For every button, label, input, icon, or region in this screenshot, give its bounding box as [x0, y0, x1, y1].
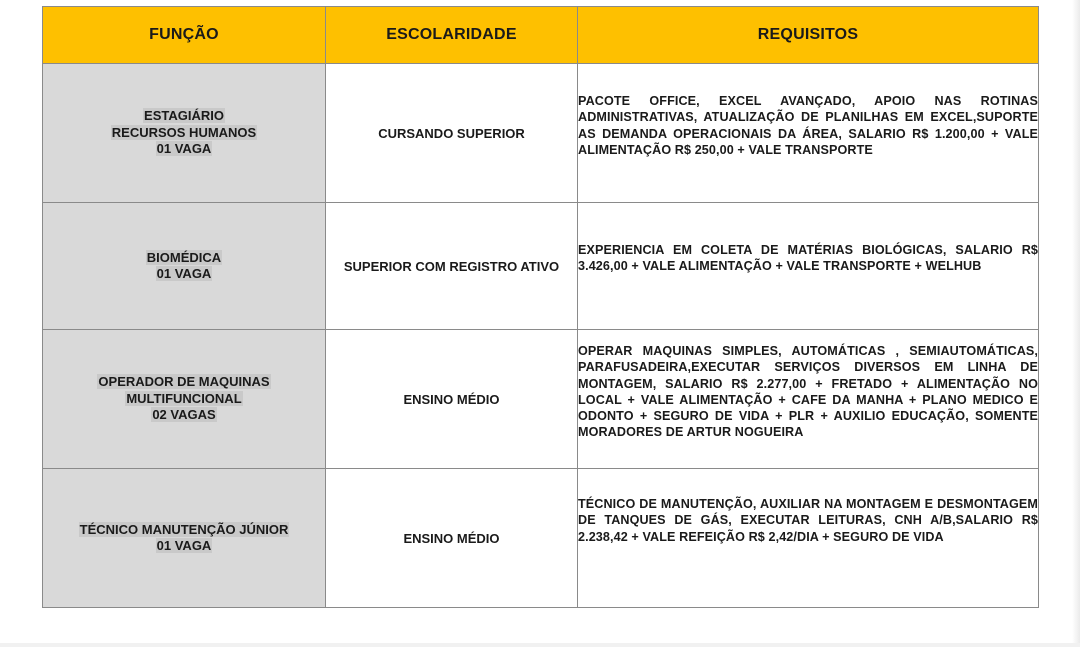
requisitos-text: TÉCNICO DE MANUTENÇÃO, AUXILIAR NA MONTAGEM E DESMONTAGEM DE TANQUES DE GÁS, EXECUTAR LEITURAS, CNH A/B,SALARIO R$ 2.238,42 + VALE REFEIÇÃO R$ 2,42/DIA + SEGURO DE VIDA: [578, 497, 1038, 544]
funcao-vagas: 01 VAGA: [156, 538, 212, 553]
funcao-vagas: 01 VAGA: [156, 141, 212, 157]
funcao-title: OPERADOR DE MAQUINAS: [98, 374, 270, 390]
funcao-cell: [43, 469, 326, 608]
requisitos-text: EXPERIENCIA EM COLETA DE MATÉRIAS BIOLÓGICAS, SALARIO R$ 3.426,00 + VALE ALIMENTAÇÃO + VALE TRANSPORTE + WELHUB: [578, 243, 1038, 274]
table-row: [43, 64, 1039, 203]
funcao-title: TÉCNICO MANUTENÇÃO JÚNIOR: [79, 521, 289, 537]
escolaridade-cell: ENSINO MÉDIO: [326, 469, 578, 608]
header-escolaridade: ESCOLARIDADE: [326, 7, 578, 64]
requisitos-cell: [578, 330, 1039, 469]
escolaridade-cell: ENSINO MÉDIO: [326, 330, 578, 469]
funcao-area: MULTIFUNCIONAL: [126, 390, 242, 406]
header-funcao: FUNÇÃO: [43, 7, 326, 64]
escolaridade-cell: SUPERIOR COM REGISTRO ATIVO: [326, 203, 578, 330]
requisitos-text: PACOTE OFFICE, EXCEL AVANÇADO, APOIO NAS ROTINAS ADMINISTRATIVAS, ATUALIZAÇÃO DE PLANILHAS EM EXCEL,SUPORTE AS DEMANDA OPERACIONAIS DA ÁREA, SALARIO R$ 1.200,00 + VALE ALIMENTAÇÃO R$ 250,00 + VALE TRANSPORTE: [578, 94, 1038, 157]
funcao-title: BIOMÉDICA: [146, 249, 222, 265]
funcao-vagas: 01 VAGA: [156, 266, 212, 281]
table-header-row: [43, 7, 1039, 64]
requisitos-cell: [578, 64, 1039, 203]
table-row: [43, 330, 1039, 469]
funcao-title: ESTAGIÁRIO: [144, 108, 224, 124]
job-openings-table: [42, 6, 1039, 608]
table-row: [43, 469, 1039, 608]
funcao-area: RECURSOS HUMANOS: [111, 124, 257, 140]
page-bottom-shade: [0, 643, 1080, 647]
header-requisitos: REQUISITOS: [578, 7, 1039, 64]
requisitos-text: OPERAR MAQUINAS SIMPLES, AUTOMÁTICAS , SEMIAUTOMÁTICAS, PARAFUSADEIRA,EXECUTAR SERVIÇOS DIVERSOS EM LINHA DE MONTAGEM, SALARIO R$ 2.277,00 + FRETADO + ALIMENTAÇÃO NO LOCAL + VALE ALIMENTAÇÃO + CAFE DA MANHA + PLANO MEDICO E ODONTO + SEGURO DE VIDA + PLR + AUXILIO EDUCAÇÃO, SOMENTE MORADORES DE ARTUR NOGUEIRA: [578, 344, 1038, 440]
funcao-vagas: 02 VAGAS: [152, 407, 216, 423]
requisitos-cell: [578, 203, 1039, 330]
funcao-cell: [43, 203, 326, 330]
funcao-cell: [43, 330, 326, 469]
page-edge-shadow: [1072, 0, 1080, 647]
escolaridade-cell: CURSANDO SUPERIOR: [326, 64, 578, 203]
table-row: [43, 203, 1039, 330]
requisitos-cell: [578, 469, 1039, 608]
funcao-cell: [43, 64, 326, 203]
